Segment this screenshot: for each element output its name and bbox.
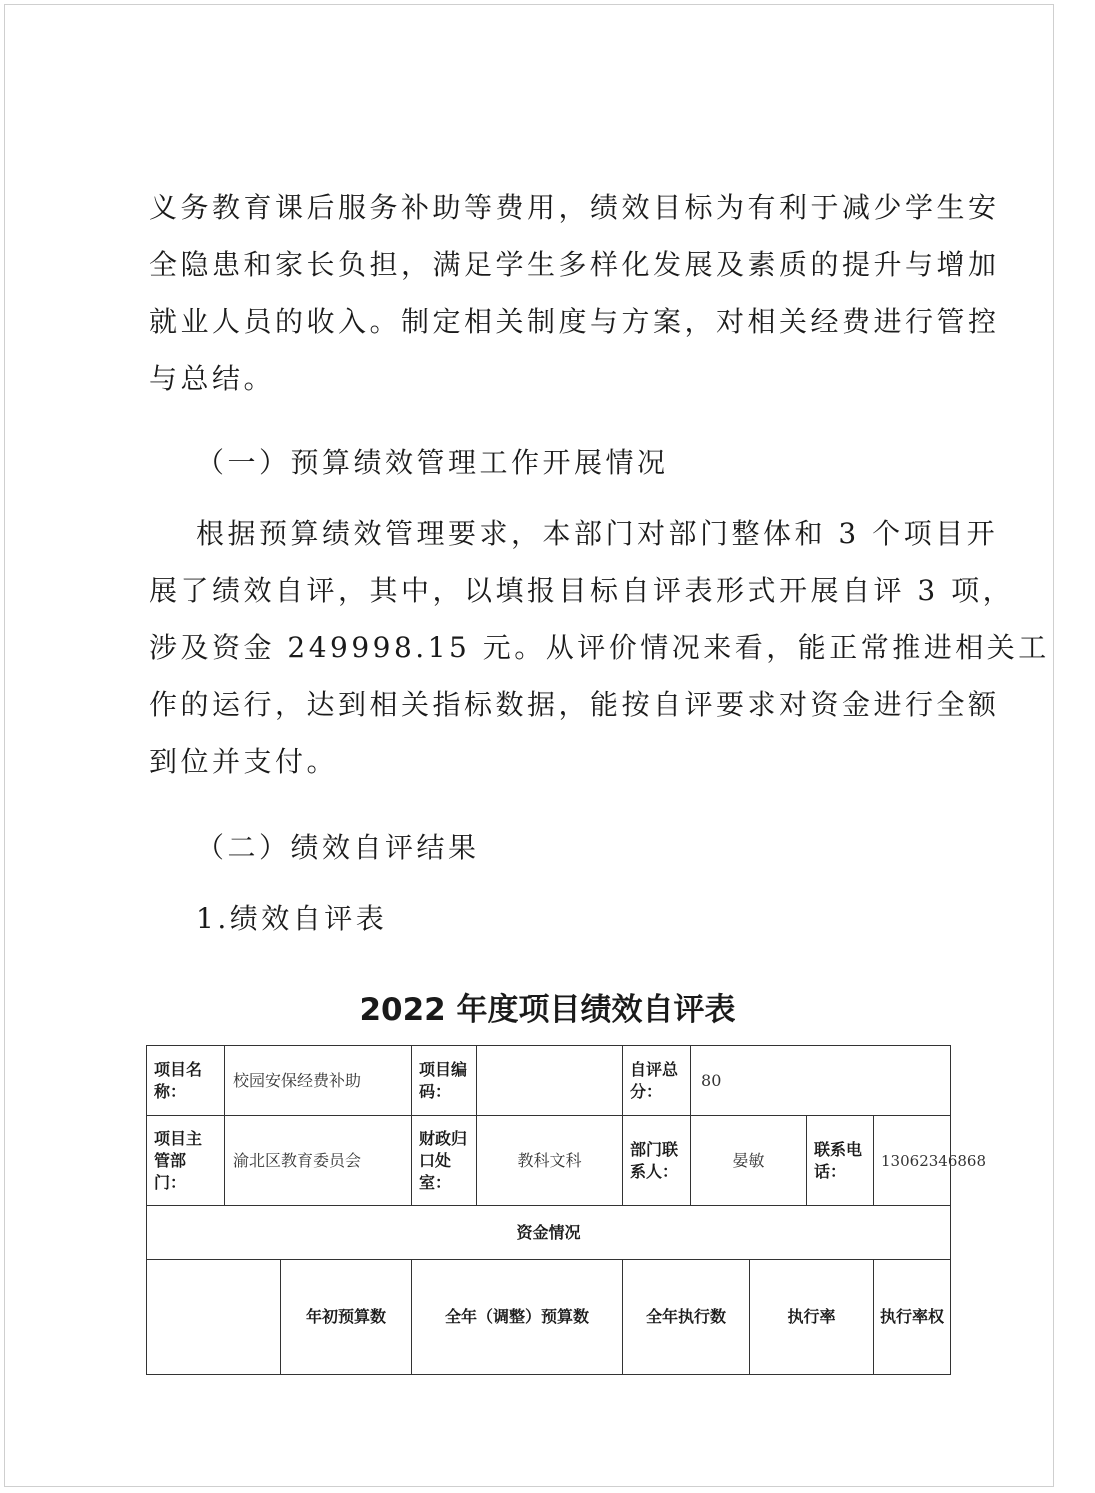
project-name-label: 项目名称：	[147, 1046, 225, 1116]
col-executed: 全年执行数	[623, 1260, 750, 1375]
col-weight: 执行率权	[874, 1260, 951, 1375]
paragraph-1-line-2: 全隐患和家长负担，满足学生多样化发展及素质的提升与增加	[149, 248, 1000, 281]
funds-header: 资金情况	[147, 1206, 951, 1260]
col-initial-budget: 年初预算数	[281, 1260, 412, 1375]
paragraph-2-line-5: 到位并支付。	[149, 745, 339, 778]
dept-label: 项目主管部门：	[147, 1116, 225, 1206]
table-row	[147, 1116, 951, 1206]
paragraph-1-line-4: 与总结。	[149, 362, 276, 395]
section-heading-2: （二）绩效自评结果	[196, 831, 480, 864]
phone-value: 13062346868	[874, 1116, 951, 1206]
performance-table	[146, 1045, 986, 1375]
project-code-label: 项目编码：	[412, 1046, 477, 1116]
contact-value: 晏敏	[691, 1116, 807, 1206]
paragraph-1-line-1: 义务教育课后服务补助等费用，绩效目标为有利于减少学生安	[149, 191, 1000, 224]
project-name-value: 校园安保经费补助	[225, 1046, 412, 1116]
score-label: 自评总分：	[623, 1046, 691, 1116]
paragraph-2-line-1: 根据预算绩效管理要求，本部门对部门整体和 3 个项目开	[196, 517, 999, 550]
paragraph-2-line-4: 作的运行，达到相关指标数据，能按自评要求对资金进行全额	[149, 688, 1000, 721]
contact-label: 部门联系人：	[623, 1116, 691, 1206]
score-value: 80	[691, 1046, 951, 1116]
phone-label: 联系电话：	[807, 1116, 874, 1206]
paragraph-2-line-2: 展了绩效自评，其中，以填报目标自评表形式开展自评 3 项，	[149, 574, 1015, 607]
table-title: 2022 年度项目绩效自评表	[359, 992, 736, 1028]
table-row	[147, 1206, 951, 1260]
col-adjusted-budget: 全年（调整）预算数	[412, 1260, 623, 1375]
table-row	[147, 1046, 951, 1116]
dept-value: 渝北区教育委员会	[225, 1116, 412, 1206]
paragraph-2-line-3: 涉及资金 249998.15 元。从评价情况来看，能正常推进相关工	[149, 631, 1050, 664]
paragraph-1-line-3: 就业人员的收入。制定相关制度与方案，对相关经费进行管控	[149, 305, 1000, 338]
col-rate: 执行率	[750, 1260, 874, 1375]
subsection-heading: 1.绩效自评表	[196, 902, 388, 935]
empty-cell	[147, 1260, 281, 1375]
office-label: 财政归口处室：	[412, 1116, 477, 1206]
table-row	[147, 1260, 951, 1375]
section-heading-1: （一）预算绩效管理工作开展情况	[196, 446, 669, 479]
project-code-value	[477, 1046, 623, 1116]
office-value: 教科文科	[477, 1116, 623, 1206]
